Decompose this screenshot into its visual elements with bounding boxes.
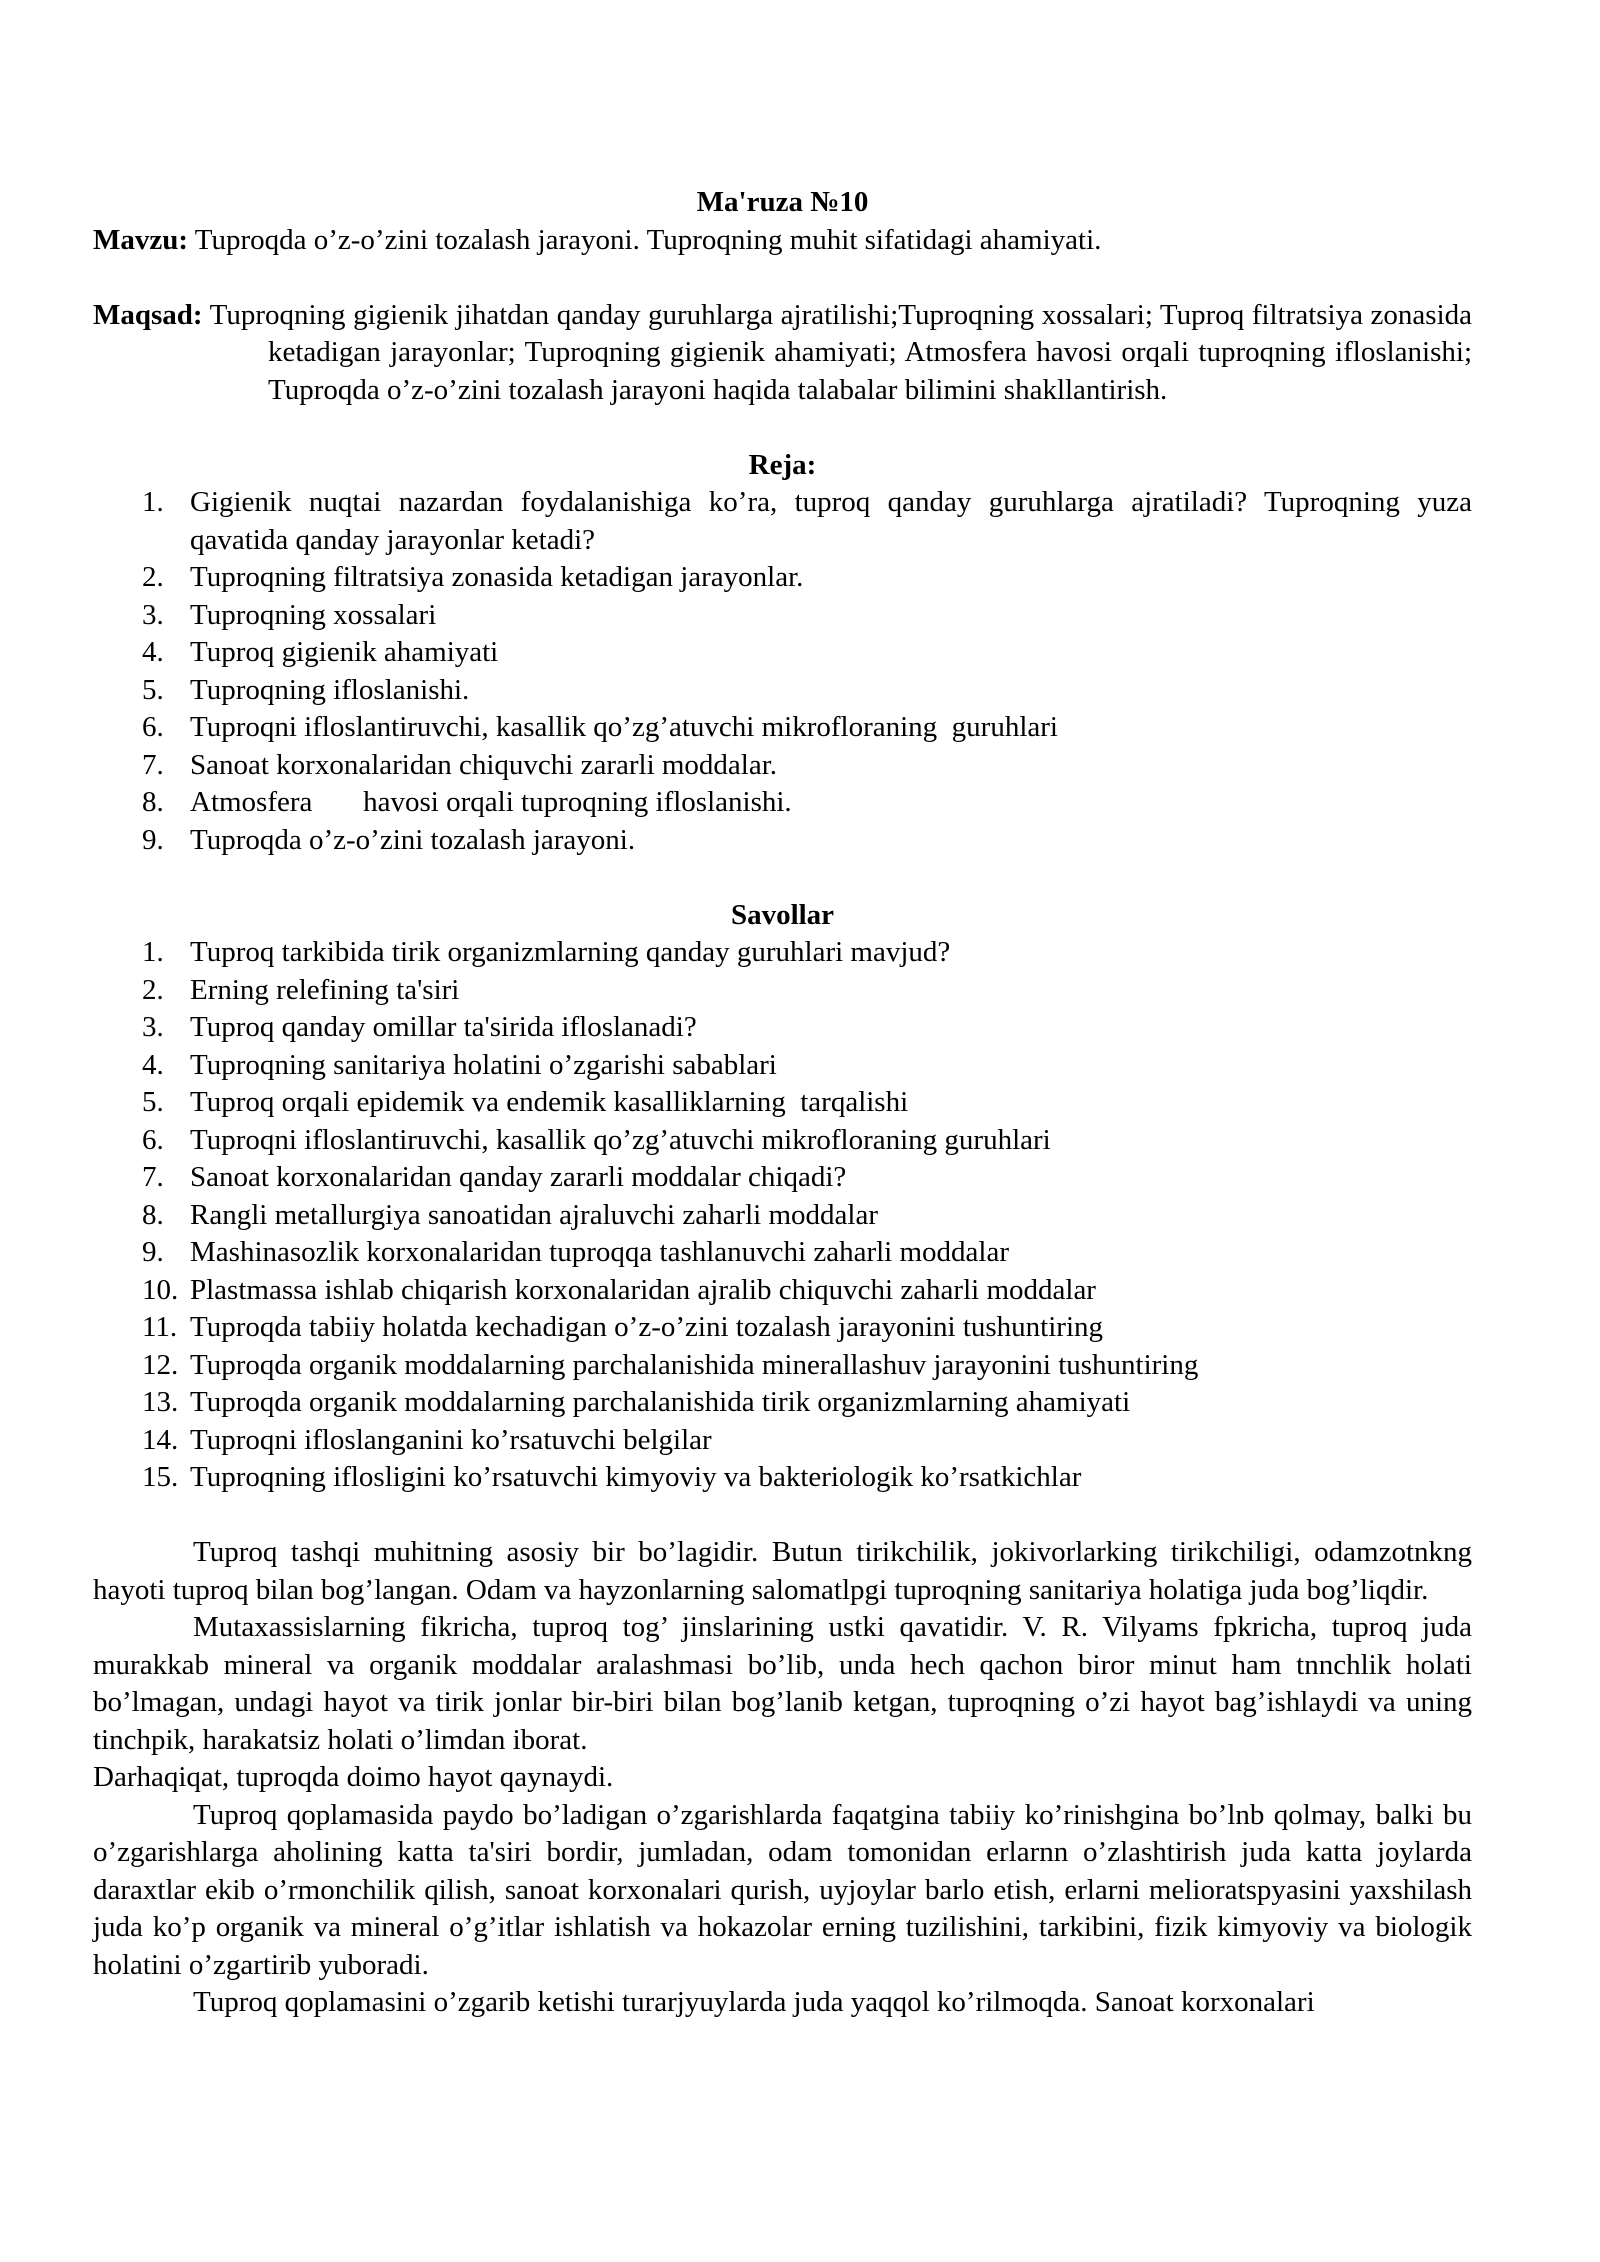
list-text: Sanoat korxonalaridan chiquvchi zararli moddalar.	[190, 748, 778, 781]
list-number: 1.	[142, 486, 164, 518]
savollar-item	[93, 1459, 1472, 1497]
savollar-item	[93, 1159, 1472, 1197]
savollar-heading: Savollar	[730, 898, 835, 931]
list-text: Atmosfera havosi orqali tuproqning ifloslanishi.	[190, 786, 792, 818]
list-number: 3.	[142, 1011, 164, 1043]
list-number: 15.	[142, 1461, 179, 1493]
savollar-item	[93, 1347, 1472, 1385]
list-number: 1.	[142, 936, 164, 968]
list-text: Tuproqning sanitariya holatini o’zgarishi sabablari	[190, 1048, 777, 1081]
list-text: Tuproqda organik moddalarning parchalanishida minerallashuv jarayonini tushuntiring	[190, 1348, 1199, 1381]
list-number: 7.	[142, 1161, 164, 1193]
savollar-item	[93, 1422, 1472, 1460]
list-text: Tuproqni ifloslanganini ko’rsatuvchi belgilar	[190, 1423, 712, 1456]
list-number: 8.	[142, 1198, 164, 1231]
list-text: Sanoat korxonalaridan qanday zararli moddalar chiqadi?	[190, 1161, 847, 1193]
maqsad-paragraph	[93, 297, 1472, 410]
list-text: Tuproq tarkibida tirik organizmlarning qanday guruhlari mavjud?	[190, 936, 951, 968]
list-text: Tuproqda organik moddalarning parchalanishida tirik organizmlarning ahamiyati	[190, 1386, 1131, 1418]
reja-heading: Reja:	[748, 448, 817, 481]
body-paragraph: Darhaqiqat, tuproqda doimo hayot qaynaydi.	[93, 1761, 614, 1793]
list-text: Tuproq qanday omillar ta'sirida ifloslanadi?	[190, 1011, 697, 1043]
reja-item	[93, 672, 1472, 710]
list-number: 9.	[142, 823, 164, 856]
list-text: Gigienik nuqtai nazardan foydalanishiga ko’ra, tuproq qanday guruhlarga ajratiladi? Tuproqning yuza qavatida qanday jarayonlar ketadi?	[190, 486, 1480, 556]
blank-line	[93, 409, 1472, 447]
mavzu-text: Tuproqda o’z-o’zini tozalash jarayoni. Tuproqning muhit sifatidagi ahamiyati.	[188, 223, 1102, 256]
body-paragraph: Tuproq qoplamasida paydo bo’ladigan o’zgarishlarda faqatgina tabiiy ko’rinishgina bo’lnb qolmay, balki bu o’zgarishlarga aholining katta ta'siri bordir, jumladan, odam tomonidan erlarnn o’zlashtirish juda katta joylarda daraxtlar ekib o’rmonchilik qilish, sanoat korxonalari qurish, uyjoylar barlo etish, erlarni melioratspyasini yaxshilash juda ko’p organik va mineral o’g’itlar ishlatish va hokazolar erning tuzilishini, tarkibini, fizik kimyoviy va biologik holatini o’zgartirib yuboradi.	[93, 1798, 1472, 1981]
list-number: 12.	[142, 1348, 179, 1381]
list-text: Tuproqda tabiiy holatda kechadigan o’z-o’zini tozalash jarayonini tushuntiring	[190, 1311, 1104, 1343]
list-number: 14.	[142, 1423, 179, 1456]
list-number: 11.	[142, 1311, 178, 1343]
savollar-item	[93, 934, 1472, 972]
reja-item	[93, 709, 1472, 747]
savollar-item	[93, 1009, 1472, 1047]
reja-item	[93, 747, 1472, 785]
reja-item	[93, 559, 1472, 597]
list-number: 4.	[142, 636, 164, 668]
list-text: Tuproq orqali epidemik va endemik kasalliklarning tarqalishi	[190, 1086, 909, 1118]
savollar-item	[93, 1047, 1472, 1085]
list-number: 2.	[142, 561, 164, 593]
reja-item	[93, 822, 1472, 860]
savollar-item	[93, 1084, 1472, 1122]
list-number: 6.	[142, 711, 164, 743]
maqsad-text: Tuproqning gigienik jihatdan qanday guruhlarga ajratilishi;Tuproqning xossalari; Tuproq filtratsiya zonasida ketadigan jarayonlar; Tuproqning gigienik ahamiyati; Atmosfera havosi orqali tuproqning ifloslanishi; Tuproqda o’z-o’zini tozalash jarayoni haqida talabalar bilimini shakllantirish.	[202, 298, 1472, 406]
reja-item	[93, 784, 1472, 822]
list-text: Erning relefining ta'siri	[190, 973, 460, 1006]
reja-item	[93, 634, 1472, 672]
list-text: Tuproqning xossalari	[190, 598, 437, 631]
blank-line	[93, 859, 1472, 897]
reja-item	[93, 597, 1472, 635]
list-number: 2.	[142, 973, 164, 1006]
list-number: 10.	[142, 1273, 179, 1306]
list-text: Mashinasozlik korxonalaridan tuproqqa tashlanuvchi zaharli moddalar	[190, 1236, 1009, 1268]
savollar-item	[93, 972, 1472, 1010]
list-number: 3.	[142, 598, 164, 631]
list-text: Tuproqda o’z-o’zini tozalash jarayoni.	[190, 823, 636, 856]
page-title: Ma'ruza №10	[696, 186, 869, 218]
list-number: 4.	[142, 1048, 164, 1081]
body-paragraph: Tuproq qoplamasini o’zgarib ketishi turarjyuylarda juda yaqqol ko’rilmoqda. Sanoat korxonalari	[193, 1986, 1315, 2018]
savollar-item	[93, 1234, 1472, 1272]
list-text: Tuproqning filtratsiya zonasida ketadigan jarayonlar.	[190, 561, 804, 593]
list-number: 5.	[142, 1086, 164, 1118]
savollar-item	[93, 1122, 1472, 1160]
body-paragraph: Tuproq tashqi muhitning asosiy bir bo’lagidir. Butun tirikchilik, jokivorlarking tirikchiligi, odamzotnkng hayoti tuproq bilan bog’langan. Odam va hayzonlarning salomatlpgi tuproqning sanitariya holatiga juda bog’liqdir.	[93, 1536, 1472, 1606]
list-number: 6.	[142, 1123, 164, 1156]
list-text: Tuproq gigienik ahamiyati	[190, 636, 499, 668]
list-number: 13.	[142, 1386, 179, 1418]
savollar-item	[93, 1197, 1472, 1235]
list-text: Plastmassa ishlab chiqarish korxonalaridan ajralib chiquvchi zaharli moddalar	[190, 1273, 1096, 1306]
list-number: 9.	[142, 1236, 164, 1268]
mavzu-line	[93, 222, 1472, 260]
list-text: Rangli metallurgiya sanoatidan ajraluvchi zaharli moddalar	[190, 1198, 878, 1231]
savollar-item	[93, 1384, 1472, 1422]
savollar-item	[93, 1272, 1472, 1310]
blank-line	[93, 259, 1472, 297]
reja-item	[93, 484, 1480, 559]
list-text: Tuproqni ifloslantiruvchi, kasallik qo’zg’atuvchi mikrofloraning guruhlari	[190, 1123, 1051, 1156]
mavzu-label: Mavzu:	[93, 223, 189, 256]
body-paragraph: Mutaxassislarning fikricha, tuproq tog’ jinslarining ustki qavatidir. V. R. Vilyams fpkricha, tuproq juda murakkab mineral va organik moddalar aralashmasi bo’lib, unda hech qachon biror minut ham tnnchlik holati bo’lmagan, undagi hayot va tirik jonlar bir-biri bilan bog’lanib ketgan, tuproqning o’zi hayot bag’ishlaydi va uning tinchpik, harakatsiz holati o’limdan iborat.	[93, 1611, 1472, 1756]
list-number: 8.	[142, 786, 164, 818]
list-number: 5.	[142, 673, 164, 706]
savollar-item	[93, 1309, 1472, 1347]
list-text: Tuproqning iflosligini ko’rsatuvchi kimyoviy va bakteriologik ko’rsatkichlar	[190, 1461, 1082, 1493]
blank-line	[93, 1497, 1472, 1535]
list-text: Tuproqni ifloslantiruvchi, kasallik qo’zg’atuvchi mikrofloraning guruhlari	[190, 711, 1058, 743]
list-text: Tuproqning ifloslanishi.	[190, 673, 470, 706]
list-number: 7.	[142, 748, 164, 781]
maqsad-label: Maqsad:	[93, 298, 203, 331]
